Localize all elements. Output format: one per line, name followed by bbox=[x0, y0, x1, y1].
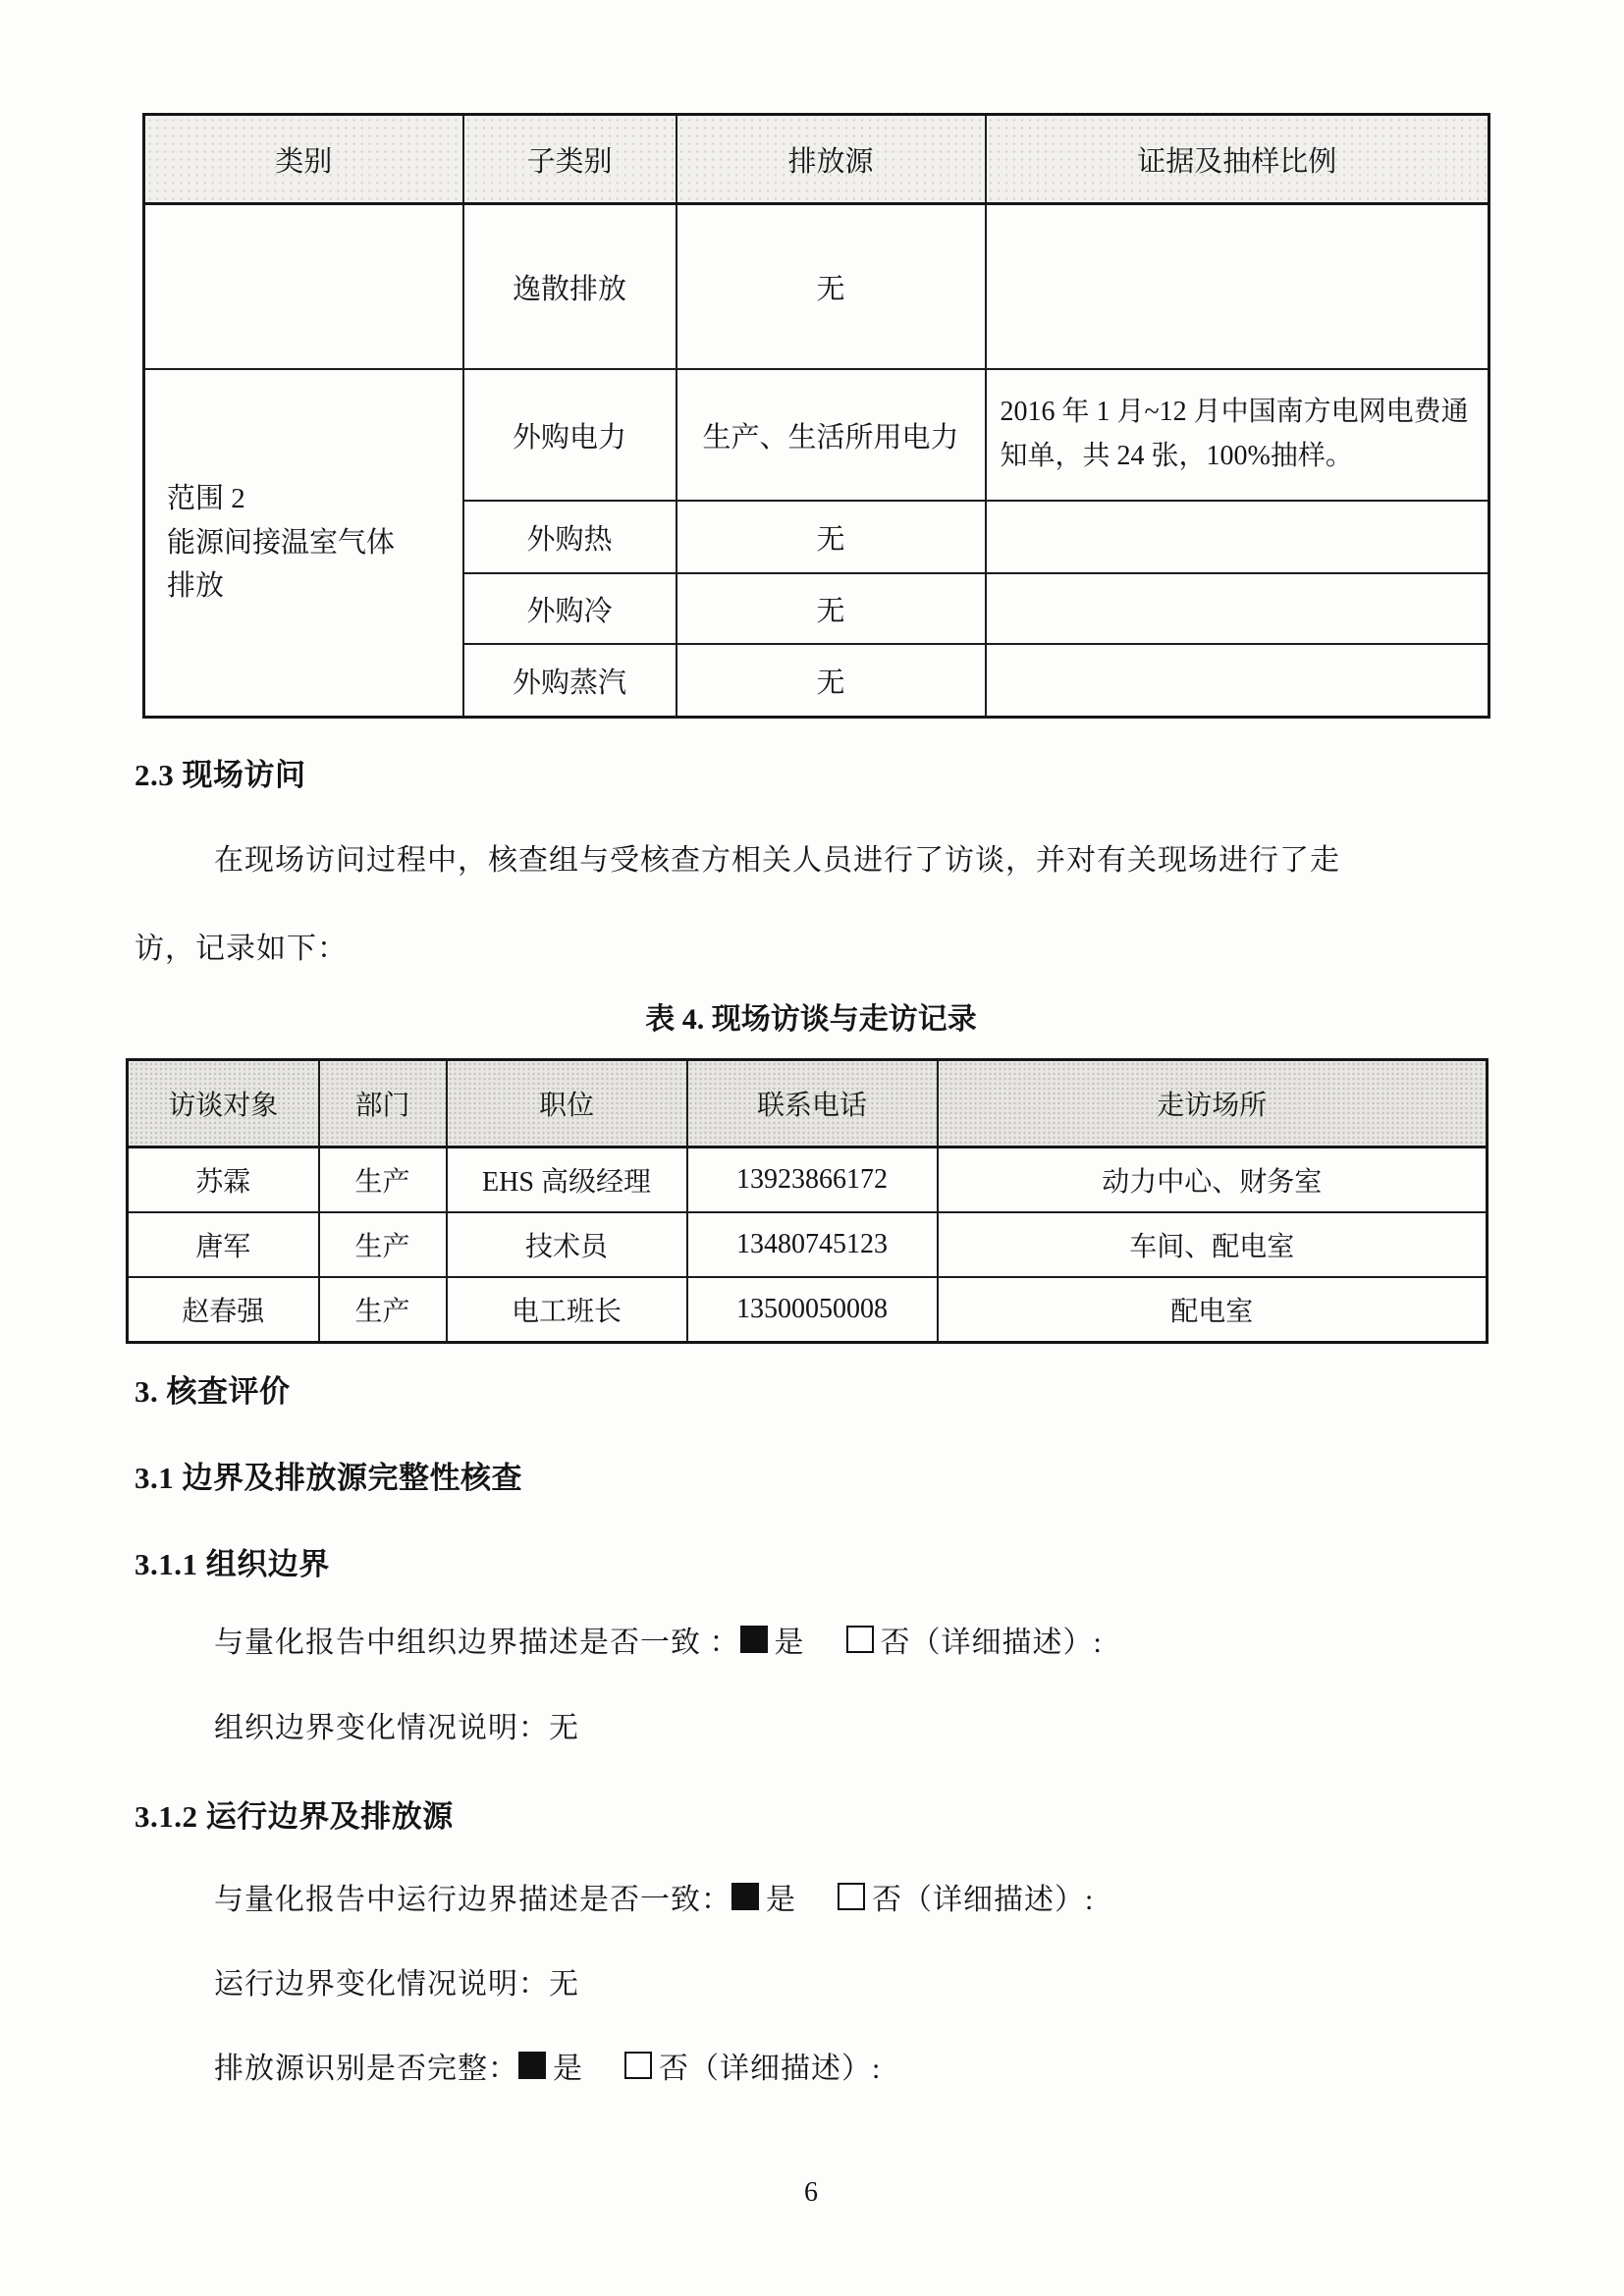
column-header: 类别 bbox=[144, 115, 463, 204]
table-row bbox=[144, 204, 1489, 370]
yes-label: 是 bbox=[553, 2053, 583, 2085]
table-cell: 配电室 bbox=[938, 1277, 1488, 1343]
emission-sources-table bbox=[142, 113, 1490, 719]
emission-sources-table-wrap bbox=[142, 113, 1490, 719]
table-cell: 外购蒸汽 bbox=[463, 644, 677, 718]
table-cell: 生产、生活所用电力 bbox=[677, 369, 986, 501]
table-cell: 逸散排放 bbox=[463, 204, 677, 370]
column-header: 职位 bbox=[447, 1060, 687, 1148]
table-header-row bbox=[144, 115, 1489, 204]
table-cell: 外购冷 bbox=[463, 573, 677, 644]
page-number: 6 bbox=[804, 2177, 818, 2208]
no-label: 否 bbox=[880, 1627, 911, 1659]
table-cell-empty bbox=[986, 644, 1489, 718]
detail-suffix: （详细描述）: bbox=[910, 1627, 1103, 1659]
table4-caption: 表 4. 现场访谈与走访记录 bbox=[645, 1003, 977, 1036]
section-heading-3-1: 3.1 边界及排放源完整性核查 bbox=[135, 1461, 522, 1495]
table-cell-empty bbox=[986, 204, 1489, 370]
table-cell: 无 bbox=[677, 644, 986, 718]
category-line: 范围 2 bbox=[167, 482, 245, 514]
table-cell: 无 bbox=[677, 501, 986, 573]
table-row bbox=[128, 1212, 1488, 1277]
yes-label: 是 bbox=[774, 1627, 805, 1659]
table-cell: 外购热 bbox=[463, 501, 677, 573]
table-cell: 技术员 bbox=[447, 1212, 687, 1277]
table-cell: 电工班长 bbox=[447, 1277, 687, 1343]
table-cell-evidence: 2016 年 1 月~12 月中国南方电网电费通知单，共 24 张，100%抽样。 bbox=[986, 369, 1489, 501]
table-cell: 13500050008 bbox=[687, 1277, 938, 1343]
table-cell: 动力中心、财务室 bbox=[938, 1148, 1488, 1213]
detail-suffix: （详细描述）: bbox=[902, 1884, 1095, 1916]
table-row bbox=[128, 1148, 1488, 1213]
scope2-category-cell bbox=[144, 369, 463, 718]
section-heading-3-1-1: 3.1.1 组织边界 bbox=[135, 1547, 330, 1581]
yes-label: 是 bbox=[766, 1884, 796, 1916]
checkbox-unchecked-icon bbox=[838, 1883, 865, 1910]
table-cell: 生产 bbox=[319, 1212, 447, 1277]
column-header: 证据及抽样比例 bbox=[986, 115, 1489, 204]
no-label: 否 bbox=[872, 1884, 902, 1916]
section-heading-2-3: 2.3 现场访问 bbox=[135, 758, 306, 792]
table-cell: 无 bbox=[677, 204, 986, 370]
table-cell: 生产 bbox=[319, 1277, 447, 1343]
checkbox-unchecked-icon bbox=[624, 2052, 652, 2079]
op-boundary-change-note: 运行边界变化情况说明：无 bbox=[214, 1968, 579, 2001]
section-heading-3: 3. 核查评价 bbox=[135, 1374, 291, 1409]
table-cell: 苏霖 bbox=[128, 1148, 319, 1213]
op-boundary-question-line bbox=[214, 1875, 1094, 1918]
table-row bbox=[144, 369, 1489, 501]
table-cell: 赵春强 bbox=[128, 1277, 319, 1343]
question-label: 与量化报告中组织边界描述是否一致 ： bbox=[214, 1627, 740, 1659]
table-row bbox=[128, 1277, 1488, 1343]
column-header: 部门 bbox=[319, 1060, 447, 1148]
column-header: 走访场所 bbox=[938, 1060, 1488, 1148]
detail-suffix: （详细描述）: bbox=[689, 2053, 882, 2085]
table-cell-empty bbox=[144, 204, 463, 370]
table-cell: 生产 bbox=[319, 1148, 447, 1213]
column-header: 排放源 bbox=[677, 115, 986, 204]
question-label: 与量化报告中运行边界描述是否一致： bbox=[214, 1884, 731, 1916]
checkbox-checked-icon bbox=[518, 2052, 546, 2079]
table-header-row bbox=[128, 1060, 1488, 1148]
table-cell: 13480745123 bbox=[687, 1212, 938, 1277]
table-cell-empty bbox=[986, 573, 1489, 644]
table-cell: 无 bbox=[677, 573, 986, 644]
checkbox-checked-icon bbox=[731, 1883, 759, 1910]
org-boundary-change-note: 组织边界变化情况说明：无 bbox=[214, 1712, 579, 1744]
column-header: 子类别 bbox=[463, 115, 677, 204]
table-cell: 13923866172 bbox=[687, 1148, 938, 1213]
emission-source-complete-line bbox=[214, 2044, 881, 2087]
interview-table bbox=[126, 1058, 1489, 1344]
paragraph-line: 在现场访问过程中，核查组与受核查方相关人员进行了访谈，并对有关现场进行了走 bbox=[214, 844, 1340, 877]
org-boundary-question-line bbox=[214, 1618, 1103, 1661]
table-cell-empty bbox=[986, 501, 1489, 573]
table-cell: 唐军 bbox=[128, 1212, 319, 1277]
column-header: 联系电话 bbox=[687, 1060, 938, 1148]
section-heading-3-1-2: 3.1.2 运行边界及排放源 bbox=[135, 1799, 454, 1834]
category-line: 能源间接温室气体排放 bbox=[167, 526, 396, 603]
column-header: 访谈对象 bbox=[128, 1060, 319, 1148]
no-label: 否 bbox=[659, 2053, 689, 2085]
table-cell: EHS 高级经理 bbox=[447, 1148, 687, 1213]
checkbox-checked-icon bbox=[740, 1626, 768, 1653]
paragraph-line: 访，记录如下： bbox=[135, 933, 348, 965]
checkbox-unchecked-icon bbox=[846, 1626, 874, 1653]
interview-table-wrap bbox=[126, 1058, 1489, 1344]
table-cell: 外购电力 bbox=[463, 369, 677, 501]
question-label: 排放源识别是否完整： bbox=[214, 2053, 518, 2085]
table-cell: 车间、配电室 bbox=[938, 1212, 1488, 1277]
